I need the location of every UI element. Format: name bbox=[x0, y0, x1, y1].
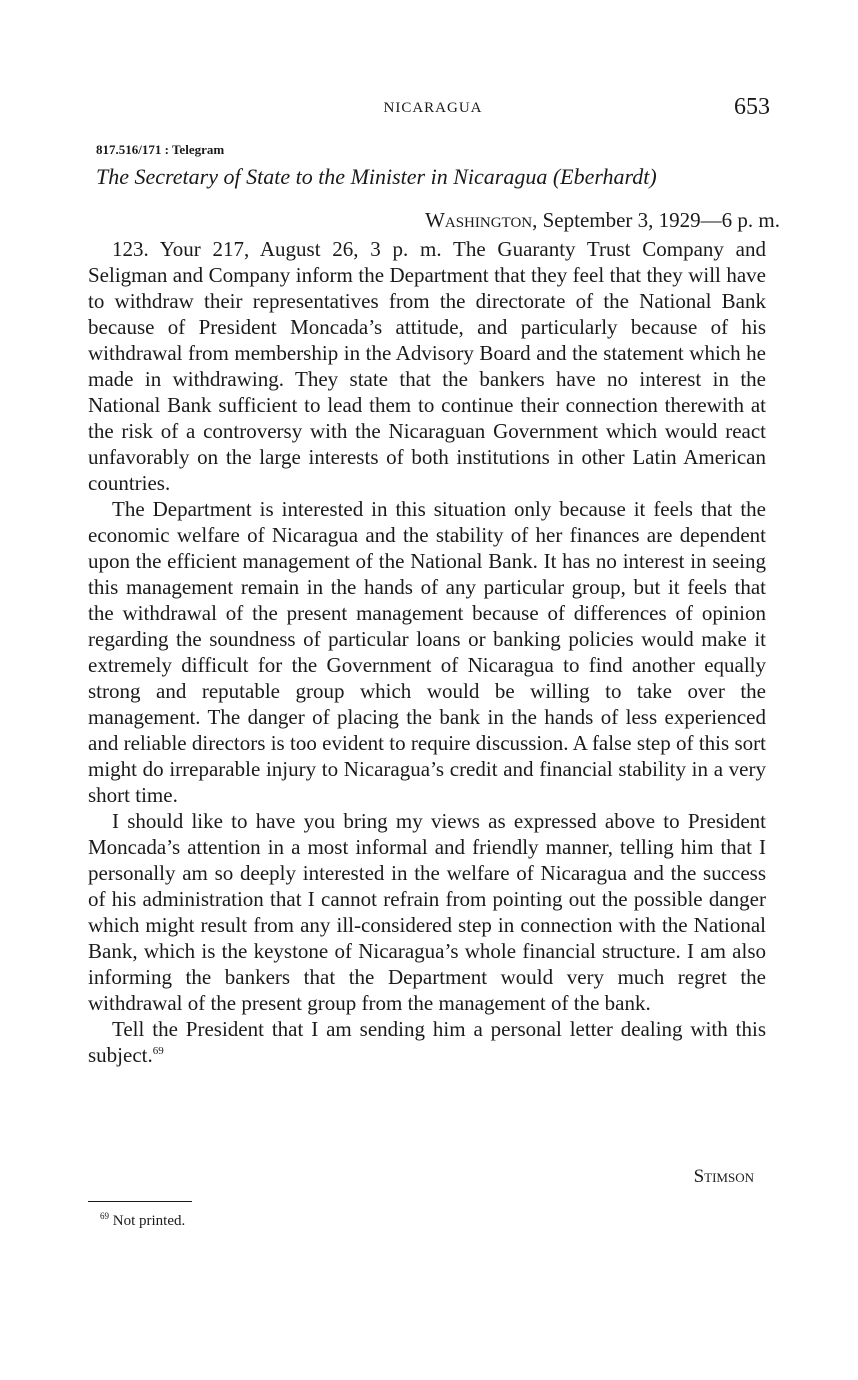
telegram-body bbox=[88, 236, 766, 1068]
footnote-text: Not printed. bbox=[112, 1213, 186, 1229]
footnote-reference: 69 bbox=[152, 1045, 164, 1057]
document-title: The Secretary of State to the Minister in Nicaragua (Eberhardt) bbox=[96, 164, 657, 189]
footnote-divider bbox=[88, 1201, 192, 1202]
footnote bbox=[100, 1211, 185, 1230]
running-title: NICARAGUA bbox=[383, 100, 483, 116]
dateline bbox=[425, 208, 780, 233]
signature: Stimson bbox=[693, 1166, 754, 1187]
dateline-city: Washington bbox=[425, 208, 533, 232]
paragraph: I should like to have you bring my views as expressed above to President Moncada’s attention in a most informal and friendly manner, telling him that I personally am so deeply interested in the welfare of Nicaragua and the success of his administration that I cannot refrain from pointing out the possible danger which might result from any ill-considered step in connection with the National Bank, which is the keystone of Nicaragua’s whole financial structure. I am also informing the bankers that the Department would very much regret the withdrawal of the present group from the management of the bank. bbox=[88, 809, 766, 1015]
footnote-marker: 69 bbox=[100, 1211, 109, 1221]
dateline-date: , September 3, 1929—6 p. m. bbox=[532, 208, 780, 232]
paragraph: 123. Your 217, August 26, 3 p. m. The Guaranty Trust Company and Seligman and Company inform the Department that they feel that they will have to withdraw their representatives from the directorate of the National Bank because of President Moncada’s attitude, and particularly because of his withdrawal from membership in the Advisory Board and the statement which he made in withdrawing. They state that the bankers have no interest in the National Bank sufficient to lead them to continue their connection therewith at the risk of a controversy with the Nicaraguan Government which would react unfavorably on the large interests of both institutions in other Latin American countries. bbox=[88, 237, 766, 495]
paragraph: The Department is interested in this situation only because it feels that the economic welfare of Nicaragua and the stability of her finances are dependent upon the efficient management of the National Bank. It has no interest in seeing this management remain in the hands of any particular group, but it feels that the withdrawal of the present management because of differences of opinion regarding the soundness of particular loans or banking policies would make it extremely difficult for the Government of Nicaragua to find another equally strong and reputable group which would be willing to take over the management. The danger of placing the bank in the hands of less experienced and reliable directors is too evident to require discussion. A false step of this sort might do irreparable injury to Nicaragua’s credit and financial stability in a very short time. bbox=[88, 497, 766, 807]
running-header bbox=[96, 96, 770, 122]
file-reference: 817.516/171 : Telegram bbox=[96, 142, 225, 157]
paragraph bbox=[88, 1016, 766, 1068]
page-number: 653 bbox=[734, 94, 770, 120]
last-paragraph-text: Tell the President that I am sending him a personal letter dealing with this subject. bbox=[88, 1017, 766, 1067]
